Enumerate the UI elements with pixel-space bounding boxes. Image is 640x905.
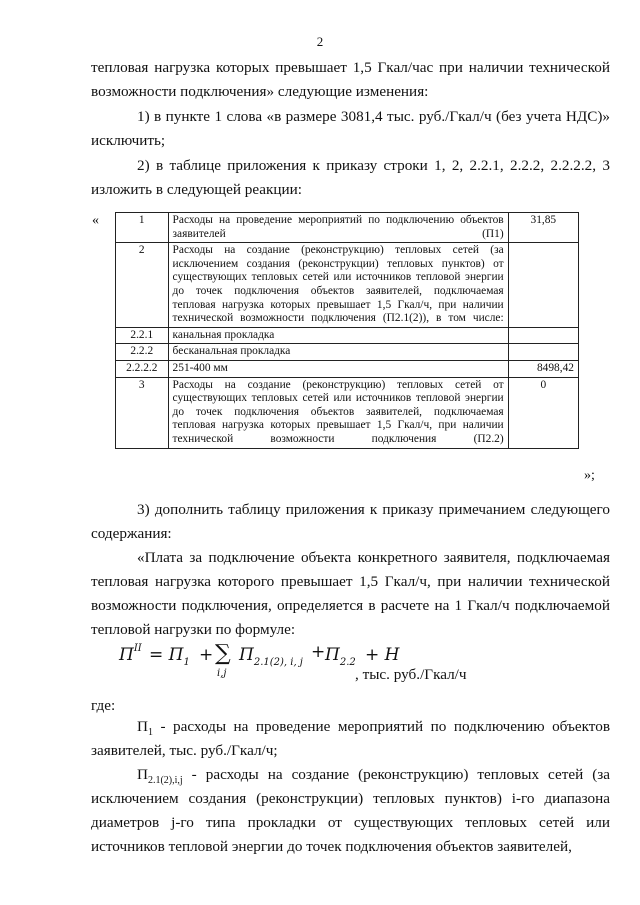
- row-number-cell: 2.2.1: [116, 327, 169, 344]
- table-row: [116, 344, 579, 361]
- formula-p21: $П_{2.1(2), i, j}$: [239, 645, 303, 668]
- row-value-cell: 0: [508, 377, 578, 448]
- formula-p1: = $П_1$: [149, 645, 190, 668]
- row-number-cell: 2.2.2: [116, 344, 169, 361]
- row-number-cell: 2: [116, 243, 169, 328]
- row-value-cell: 31,85: [508, 213, 578, 243]
- row-description-cell: Расходы на создание (реконструкцию) тепловых сетей (за исключением создания (реконструкции) тепловых пунктов) от существующих тепловых сетей или источников тепловой энергии до точек подключения объектов заявителей, подключаемая тепловая нагрузка которых превышает 1,5 Гкал/ч, при наличии технической возможности подключения (П2.1(2)), в том числе:: [168, 243, 508, 328]
- row-number-cell: 3: [116, 377, 169, 448]
- item-3-paragraph: 3) дополнить таблицу приложения к приказу примечанием следующего содержания:: [91, 501, 610, 542]
- where-label: где:: [91, 697, 116, 714]
- formula-p22: $П_{2.2}$: [325, 645, 356, 668]
- row-value-cell: [508, 344, 578, 361]
- row-description-cell: бесканальная прокладка: [168, 344, 508, 361]
- formula-plus-h: + Н: [365, 645, 400, 665]
- table-row: [116, 243, 579, 328]
- formula-plus-1: +: [199, 645, 214, 665]
- row-value-cell: 8498,42: [508, 360, 578, 377]
- table-quote-close: »;: [584, 468, 595, 483]
- table-row: [116, 377, 579, 448]
- definition-p21: $П_{2.1(2),i,j}$ - расходы на создание (реконструкцию) тепловых сетей (за исключением создания (реконструкции) тепловых пунктов) i-го диапазона диаметров j-го типа прокладки от существующих тепловых сетей или источников тепловой энергии до точек подключения объектов заявителей,: [91, 766, 610, 855]
- table-quote-open: «: [92, 213, 99, 228]
- row-description-cell: Расходы на проведение мероприятий по подключению объектов заявителей (П1): [168, 213, 508, 243]
- page-number: 2: [316, 34, 324, 49]
- table-row: [116, 327, 579, 344]
- intro-paragraph: тепловая нагрузка которых превышает 1,5 Гкал/час при наличии технической возможности подключения» следующие изменения:: [91, 59, 610, 100]
- item-2-paragraph: 2) в таблице приложения к приказу строки 1, 2, 2.2.1, 2.2.2, 2.2.2.2, 3 изложить в следующей реакции:: [91, 157, 610, 198]
- row-description-cell: канальная прокладка: [168, 327, 508, 344]
- formula-plus-2: +: [311, 642, 326, 662]
- table-row: [116, 213, 579, 243]
- fee-formula: [119, 641, 400, 683]
- formula-units: , тыс. руб./Гкал/ч: [355, 666, 467, 683]
- formula-lhs: $П^{II}$: [119, 643, 142, 665]
- row-value-cell: [508, 243, 578, 328]
- row-number-cell: 1: [116, 213, 169, 243]
- item-1-paragraph: 1) в пункте 1 слова «в размере 3081,4 тыс. руб./Гкал/ч (без учета НДС)» исключить;: [91, 108, 610, 149]
- tariff-table: [115, 212, 579, 449]
- row-number-cell: 2.2.2.2: [116, 360, 169, 377]
- row-value-cell: [508, 327, 578, 344]
- formula-sum-sign: ∑: [215, 641, 231, 666]
- table-row: [116, 360, 579, 377]
- definition-p1: $П_1$ - расходы на проведение мероприятий по подключению объектов заявителей, тыс. руб./Гкал/ч;: [91, 718, 610, 759]
- note-paragraph: «Плата за подключение объекта конкретного заявителя, подключаемая тепловая нагрузка которого превышает 1,5 Гкал/ч, при наличии технической возможности подключения, определяется в расчете на 1 Гкал/ч подключаемой тепловой нагрузки по формуле:: [91, 549, 610, 638]
- formula-sum-index: i,j: [217, 668, 227, 679]
- row-description-cell: Расходы на создание (реконструкцию) тепловых сетей от существующих тепловых сетей или источников тепловой энергии до точек подключения объектов заявителей, подключаемая тепловая нагрузка которых превышает 1,5 Гкал/ч, при наличии технической возможности подключения (П2.2): [168, 377, 508, 448]
- row-description-cell: 251-400 мм: [168, 360, 508, 377]
